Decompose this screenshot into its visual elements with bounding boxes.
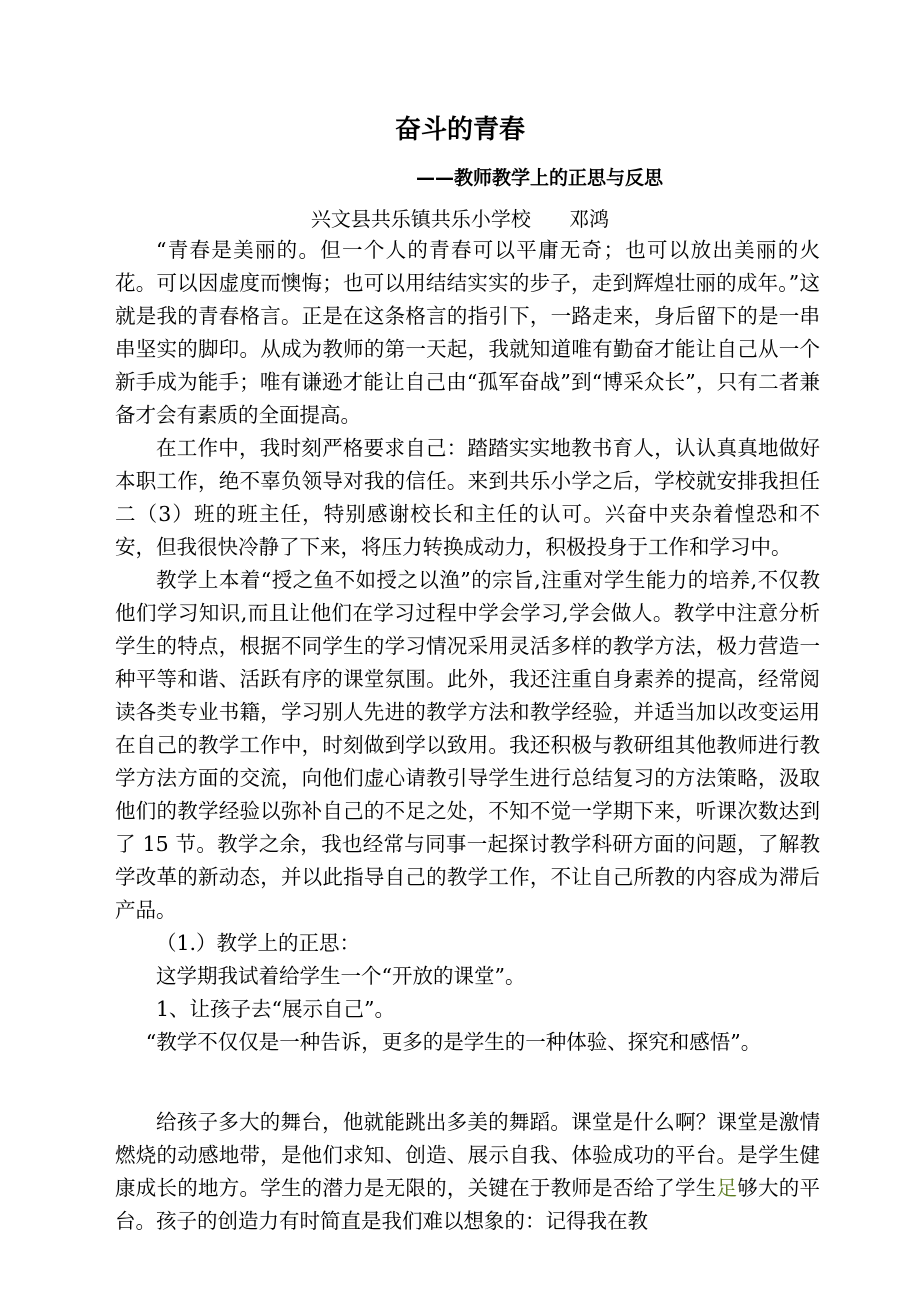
quote-teaching: “教学不仅仅是一种告诉，更多的是学生的一种体验、探究和感悟”。 [145,1030,762,1054]
list-item-show-yourself: 1、让孩子去“展示自己”。 [156,997,396,1021]
highlighted-character: 足 [716,1176,738,1200]
document-subtitle: ——教师教学上的正思与反思 [416,167,664,189]
paragraph-stage-tail: 够大的平台。孩子的创造力有时简直是我们难以想象的：记得我在教 [115,1176,821,1233]
paragraph-youth-motto: “青春是美丽的。但一个人的青春可以平庸无奇；也可以放出美丽的火花。可以因虚度而懊悔；也可以用结结实实的步子，走到辉煌壮丽的成年。”这就是我的青春格言。正是在这条格言的指引下，一路走来，身后留下的是一串串坚实的脚印。从成为教师的第一天起，我就知道唯有勤奋才能让自己从一个新手成为能手；唯有谦逊才能让自己由“孤军奋战”到“博采众长”，只有二者兼备才会有素质的全面提高。 [115,238,820,427]
paragraph-open-classroom: 这学期我试着给学生一个“开放的课堂”。 [156,964,526,988]
paragraph-work: 在工作中，我时刻严格要求自己：踏踏实实地教书育人，认认真真地做好本职工作，绝不辜负领导对我的信任。来到共乐小学之后，学校就安排我担任二（3）班的班主任，特别感谢校长和主任的认可。兴奋中夹杂着惶恐和不安，但我很快冷静了下来，将压力转换成动力，积极投身于工作和学习中。 [115,436,820,559]
document-author: 兴文县共乐镇共乐小学校 邓鸿 [310,207,610,231]
paragraph-stage-text: 给孩子多大的舞台，他就能跳出多美的舞蹈。课堂是什么啊？课堂是激情燃烧的动感地带，是他们求知、创造、展示自我、体验成功的平台。是学生健康成长的地方。学生的潜力是无限的，关键在于教师是否给了学生 [115,1110,820,1200]
paragraph-stage [115,1106,820,1238]
document-body [115,234,820,1238]
document-title: 奋斗的青春 [394,115,525,145]
section-heading-reflection: （1.）教学上的正思： [156,931,361,955]
blank-line [115,1059,820,1106]
paragraph-teaching: 教学上本着“授之鱼不如授之以渔”的宗旨,注重对学生能力的培养,不仅教他们学习知识,而且让他们在学习过程中学会学习,学会做人。教学中注意分析学生的特点，根据不同学生的学习情况采用灵活多样的教学方法，极力营造一种平等和谐、活跃有序的课堂氛围。此外，我还注重自身素养的提高，经常阅读各类专业书籍，学习别人先进的教学方法和教学经验，并适当加以改变运用在自己的教学工作中，时刻做到学以致用。我还积极与教研组其他教师进行教学方法方面的交流，向他们虚心请教引导学生进行总结复习的方法策略，汲取他们的教学经验以弥补自己的不足之处，不知不觉一学期下来，听课次数达到了 15 节。教学之余，我也经常与同事一起探讨教学科研方面的问题，了解教学改革的新动态，并以此指导自己的教学工作，不让自己所教的内容成为滞后产品。 [115,568,820,922]
